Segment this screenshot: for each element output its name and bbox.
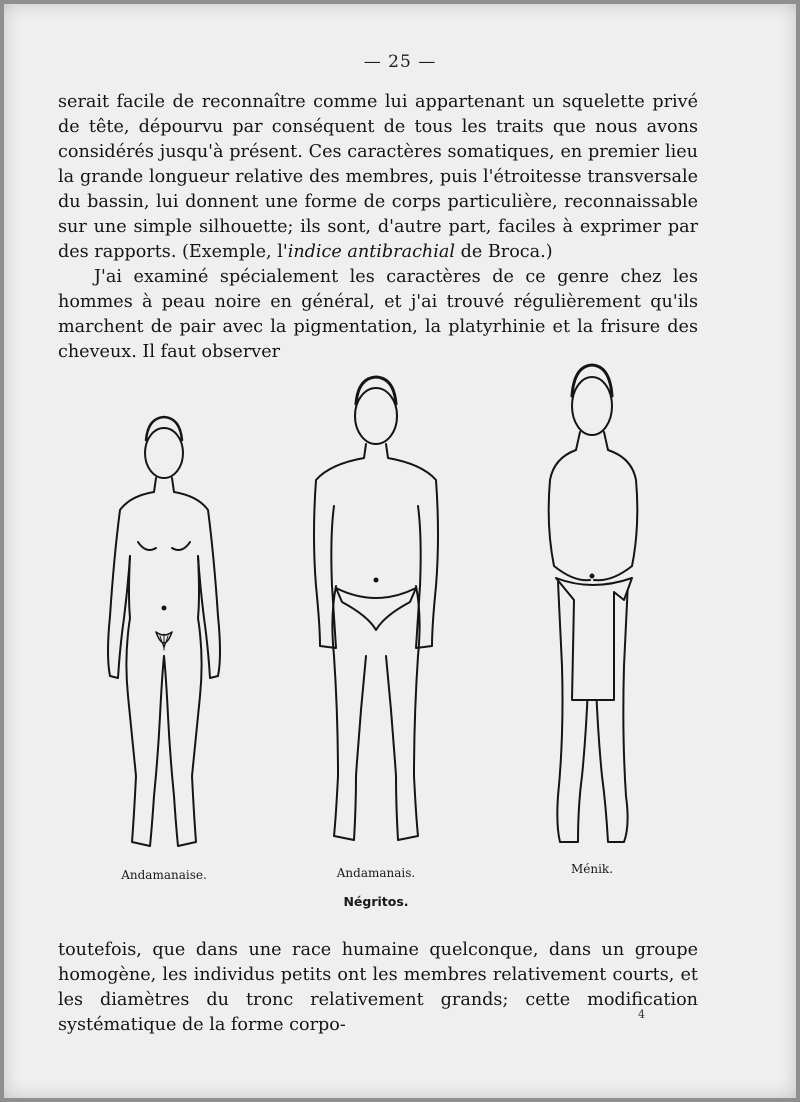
label-menik: Ménik.: [570, 862, 614, 876]
label-andamanaise: Andamanaise.: [121, 868, 207, 882]
figure-negritos: [84, 356, 684, 916]
figure-menik: [549, 365, 638, 842]
text-line: serait facile de reconnaître comme lui appartenant un squelette privé de: [58, 92, 698, 137]
figure-caption: Négritos.: [343, 894, 409, 909]
text-line: jusqu'à présent. Ces caractères somatiques, en premier lieu la grande longueur: [58, 142, 698, 187]
paragraph-2: J'ai examiné spécialement les caractères de ce genre chez les hommes à peau noire en général, et j'ai trouvé régulièrement qu'ils marchent de pair avec la pigmentation, la platyrhinie et la frisure des cheveux. Il faut observer: [58, 267, 698, 362]
figure-illustration: [84, 356, 684, 916]
label-andamanais: Andamanais.: [336, 866, 416, 880]
paragraph-continuation: [58, 90, 698, 265]
emphasized-term: indice antibrachial: [287, 242, 455, 262]
figure-andamanais: [314, 377, 438, 840]
signature-mark: 4: [638, 1008, 645, 1021]
text-line: relative des membres, puis l'étroitesse transversale du bassin, lui donnent: [58, 167, 699, 212]
bottom-text-block: [58, 938, 698, 1038]
page-number: — 25 —: [363, 52, 437, 72]
text-line: de Broca.): [455, 242, 553, 262]
paragraph-bottom: toutefois, que dans une race humaine quelconque, dans un groupe homogène, les individus petits ont les membres relativement courts, et les diamètres du tronc relativement grands; cette modification systématique de la forme corpo-: [58, 940, 698, 1035]
top-text-block: [58, 90, 698, 365]
text-line: une forme de corps particulière, reconnaissable sur une simple silhouette; ils: [58, 192, 698, 237]
figure-andamanaise: [108, 417, 220, 846]
text-line: tête, dépourvu par conséquent de tous les traits que nous avons considérés: [58, 117, 698, 162]
document-page: [4, 4, 796, 1098]
text-line: sont, d'autre part, faciles à exprimer par des rapports. (Exemple, l': [58, 217, 698, 262]
